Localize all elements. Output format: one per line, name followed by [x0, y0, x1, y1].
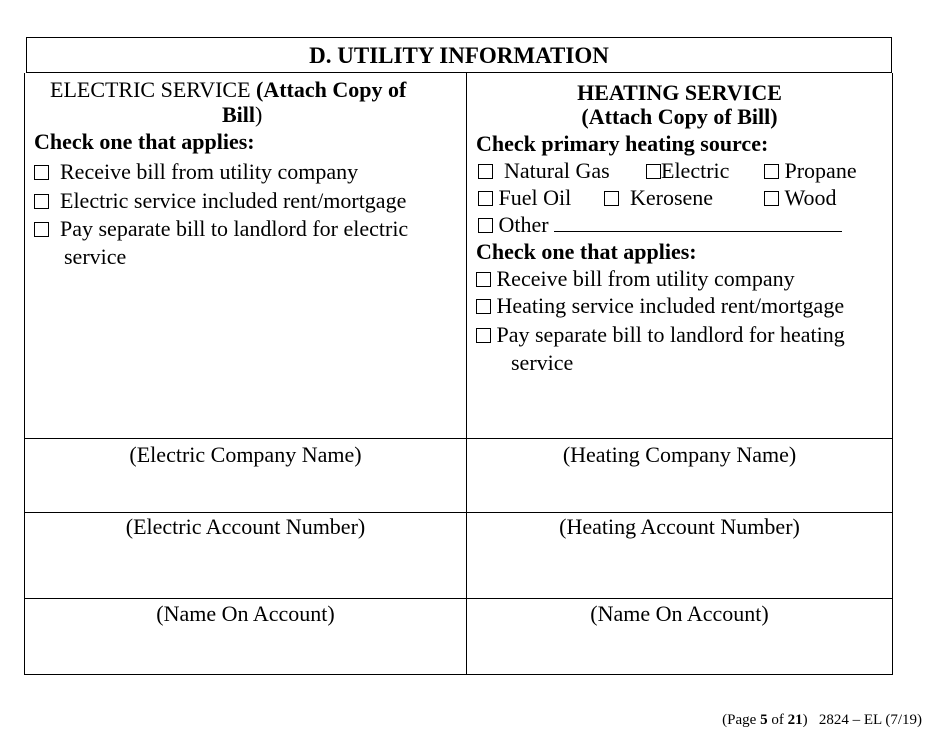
wood-checkbox[interactable]	[764, 191, 779, 206]
wood-label: Wood	[784, 185, 837, 210]
electric-heading-prefix: ELECTRIC SERVICE	[50, 77, 257, 102]
electric-check-label: Check one that applies:	[34, 129, 255, 154]
electric-option-2-checkbox[interactable]	[34, 194, 49, 209]
electric-option-3	[34, 215, 408, 242]
form-code: 2824 – EL (7/19)	[818, 712, 922, 728]
electric-heading-line2: Bill)	[222, 102, 263, 127]
other-label: Other	[498, 212, 549, 237]
electric-heading-bold: (Attach Copy of	[256, 77, 407, 102]
natural-gas-label: Natural Gas	[504, 158, 610, 183]
heating-source-other	[478, 211, 842, 238]
kerosene-checkbox[interactable]	[604, 191, 619, 206]
row-divider-3	[24, 598, 893, 599]
row-divider-1	[24, 438, 893, 439]
table-bottom-border	[24, 674, 893, 675]
electric-option-2	[34, 187, 406, 214]
electric-heading-line1	[50, 76, 406, 103]
kerosene-label: Kerosene	[630, 185, 714, 210]
other-input-line[interactable]	[554, 211, 842, 232]
electric-account-number-label: (Electric Account Number)	[125, 514, 366, 539]
table-center-divider	[466, 73, 467, 675]
heating-option-1-label: Receive bill from utility company	[496, 266, 795, 291]
heating-source-natural-gas	[478, 157, 610, 184]
heating-heading-line1: HEATING SERVICE	[577, 80, 782, 105]
electric-option-1	[34, 158, 358, 185]
electric-source-label: Electric	[661, 158, 730, 183]
row-divider-2	[24, 512, 893, 513]
other-checkbox[interactable]	[478, 218, 493, 233]
table-left-border	[24, 73, 25, 675]
electric-option-1-checkbox[interactable]	[34, 165, 49, 180]
electric-option-2-label: Electric service included rent/mortgage	[60, 188, 407, 213]
heating-option-1	[476, 265, 795, 292]
propane-checkbox[interactable]	[764, 164, 779, 179]
heating-source-fuel-oil	[478, 184, 571, 211]
fuel-oil-checkbox[interactable]	[478, 191, 493, 206]
heating-option-2-checkbox[interactable]	[476, 299, 491, 314]
heating-option-3-cont: service	[511, 350, 574, 375]
electric-company-name-label: (Electric Company Name)	[129, 442, 362, 467]
page-number: 5	[760, 712, 768, 728]
heating-source-label: Check primary heating source:	[476, 131, 769, 156]
electric-option-3-cont: service	[64, 244, 127, 269]
electric-option-3-checkbox[interactable]	[34, 222, 49, 237]
heating-account-number-label: (Heating Account Number)	[559, 514, 800, 539]
section-title: D. UTILITY INFORMATION	[26, 37, 892, 73]
heating-source-electric	[646, 157, 729, 184]
heating-option-3	[476, 321, 845, 348]
heating-name-on-account-label: (Name On Account)	[590, 601, 769, 626]
heating-option-2	[476, 292, 844, 319]
heating-source-wood	[764, 184, 837, 211]
heating-option-1-checkbox[interactable]	[476, 272, 491, 287]
heating-source-kerosene	[604, 184, 713, 211]
heating-option-3-checkbox[interactable]	[476, 328, 491, 343]
heating-company-name-label: (Heating Company Name)	[562, 442, 797, 467]
heating-source-propane	[764, 157, 857, 184]
electric-source-checkbox[interactable]	[646, 164, 661, 179]
heating-option-3-label: Pay separate bill to landlord for heating	[496, 322, 845, 347]
fuel-oil-label: Fuel Oil	[498, 185, 572, 210]
page-footer: (Page 5 of 21) 2824 – EL (7/19)	[722, 712, 922, 728]
page-total: 21	[787, 712, 803, 728]
propane-label: Propane	[784, 158, 857, 183]
heating-option-2-label: Heating service included rent/mortgage	[496, 293, 845, 318]
electric-option-1-label: Receive bill from utility company	[60, 159, 359, 184]
electric-name-on-account-label: (Name On Account)	[156, 601, 335, 626]
heating-heading-line2: (Attach Copy of Bill)	[581, 104, 778, 129]
table-right-border	[892, 73, 893, 675]
electric-option-3-label: Pay separate bill to landlord for electric	[60, 216, 409, 241]
heating-check-label: Check one that applies:	[476, 239, 697, 264]
electric-heading-close: )	[255, 102, 263, 127]
natural-gas-checkbox[interactable]	[478, 164, 493, 179]
